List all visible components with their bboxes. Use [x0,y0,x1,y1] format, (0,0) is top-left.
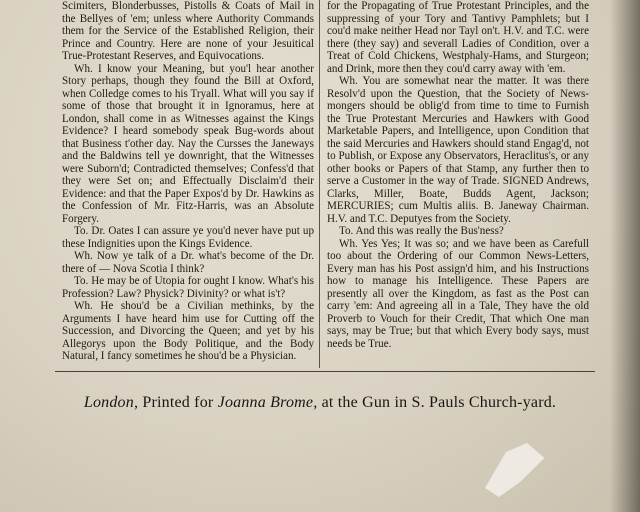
horizontal-rule [55,371,595,372]
paragraph: Wh. Yes Yes; It was so; and we have been as Carefull too about the Ordering of our Common News-Letters, Every man has his Post assign'd him, and his Instructions how to manage his Intelligence. These Papers are presently all over the Kingdom, as fast as the Post can carry 'em: And agreeing all in a Tale, They have the old Proverb to Vouch for their Credit, That which One man says, may be True; but that which Every body says, must needs be True. [327,237,589,350]
imprint-line [0,394,640,412]
paragraph: Wh. Now ye talk of a Dr. what's become of the Dr. there of — Nova Scotia I think? [62,250,314,275]
paragraph: Wh. He shou'd be a Civilian methinks, by the Arguments I have heard him use for Cutting off the Succession, and Divorcing the Queen; and yet by his Allegorys upon the Body Politique, and the Body Natural, I fancy sometimes he shou'd be a Physician. [62,300,314,362]
right-column [327,0,589,350]
imprint-location: at the Gun in S. Pauls Church-yard. [321,394,557,411]
imprint-prefix: London, [83,394,139,411]
left-column [62,0,314,363]
paragraph: To. Dr. Oates I can assure ye you'd never have put up these Indignities upon the Kings Evidence. [62,225,314,250]
paragraph: Wh. You are somewhat near the matter. It was there Resolv'd upon the Question, that the Society of News-mongers should be oblig'd from time to time to Furnish the True Protestant Mercuries and Hawkers with Good Marketable Papers, and Intelligence, upon Condition that the said Mercuries and Hawkers should stand Engag'd, not to Publish, or Expose any Observators, Heraclitus's, or any other books or Papers of that Stamp, any further then to serve a Customer in the way of Trade. SIGNED Andrews, Clarks, Miller, Boate, Budds Agent, Jackson; MERCURIES; cum Multis aliis. B. Janeway Chairman. H.V. and T.C. Deputyes from the Society. [327,75,589,225]
imprint-printed-for: Printed for [142,394,214,411]
paper-tear [478,440,548,500]
paragraph: To. And this was really the Bus'ness? [339,225,504,237]
paragraph: Scimiters, Blonderbusses, Pistolls & Coats of Mail in the Bellyes of 'em; unless where Authority Commands them for the Service of the Established Religion, their Prince and Country. Here are none of your Jesuitical True-Protestant Reserves, and Equivocations. [62,0,314,62]
paragraph: for the Propagating of True Protestant Principles, and the suppressing of your Tory and Tantivy Pamphlets; but I cou'd make neither Head nor Tayl on't. H.V. and T.C. were there (they say) and severall Ladies of Condition, over a Treat of Cold Chickens, Westphaly-Hams, and Sturgeon; and Drink, more then they cou'd carry away with 'em. [327,0,589,75]
column-divider [319,0,320,368]
page-edge-shadow [610,0,640,512]
paragraph: Wh. I know your Meaning, but you'l hear another Story perhaps, though they found the Bill at Oxford, when Colledge comes to his Tryall. What will you say if some of those that brought it in Ignoramus, here at London, shall come in as Witnesses against the Kings Evidence? I heard somebody speak Bug-words about that Business t'other day. Nay the Cursses the Janeways and the Baldwins tell ye downright, that the Witnesses were Suborn'd; Contradicted themselves; Confess'd that they were Set on; and Effectually Disclaim'd their Evidence: and that the Paper Expos'd by Dr. Hawkins as the Confession of Mr. Fitz-Harris, was an Absolute Forgery. [62,62,314,225]
imprint-name: Joanna Brome, [217,394,318,411]
paragraph: To. He may be of Utopia for ought I know. What's his Profession? Law? Physick? Divinity? or what is't? [62,275,314,300]
